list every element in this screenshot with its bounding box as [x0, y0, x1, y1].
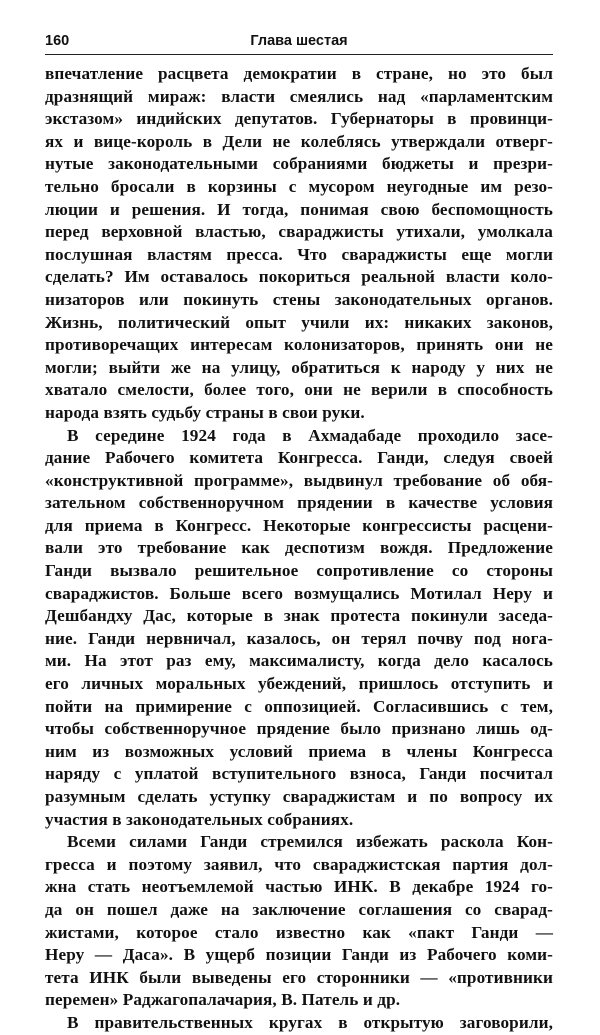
text-line: люции и решения. И тогда, понимая свою беспомощность — [45, 199, 553, 219]
text-line: хватало смелости, более того, они не верили в способность — [45, 380, 553, 400]
text-line: Неру — Даса». В ущерб позиции Ганди из Рабочего коми- — [45, 945, 553, 965]
text-line: В середине 1924 года в Ахмадабаде проходило засе- — [67, 425, 553, 445]
text-line: Дешбандху Дас, которые в знак протеста покинули заседа- — [45, 606, 553, 626]
text-line: ях и вице-король в Дели не колеблясь утверждали отверг- — [45, 131, 553, 151]
text-line: участия в законодательных собраниях. — [45, 809, 354, 829]
text-line: перед верховной властью, свараджисты утихали, умолкала — [45, 222, 553, 242]
text-line: впечатление расцвета демократии в стране, но это был — [45, 64, 553, 83]
paragraph — [45, 63, 553, 425]
text-line: тета ИНК были выведены его сторонники — «противники — [45, 967, 553, 987]
text-line: разумным сделать уступку свараджистам и по вопросу их — [45, 787, 553, 806]
running-head — [45, 30, 553, 55]
text-line: жна стать неотъемлемой частью ИНК. В декабре 1924 го- — [45, 877, 553, 897]
text-line: вали это требование как деспотизм вождя. Предложение — [45, 538, 553, 558]
text-line: послушная властям пресса. Что свараджисты еще могли — [45, 244, 553, 264]
text-line: ние. Ганди нервничал, казалось, он терял почву под нога- — [45, 628, 553, 648]
text-line: «конструктивной программе», выдвинул требование об обя- — [45, 470, 553, 490]
text-line: Всеми силами Ганди стремился избежать раскола Кон- — [67, 832, 553, 852]
text-line: ним из возможных условий приема в члены Конгресса — [45, 741, 553, 761]
text-line: перемен» Раджагопалачария, В. Патель и др. — [45, 990, 401, 1010]
text-line: народа взять судьбу страны в свои руки. — [45, 402, 365, 422]
text-line: дразнящий мираж: власти смеялись над «парламентским — [45, 86, 553, 106]
text-line: низаторов или покинуть стены законодательных органов. — [45, 289, 553, 309]
text-line: Жизнь, политический опыт учили их: никаких законов, — [45, 312, 553, 332]
text-line: тельно бросали в корзины с мусором неугодные им резо- — [45, 176, 553, 196]
text-line: Ганди вызвало решительное сопротивление со стороны — [45, 561, 553, 581]
text-line: сделать? Им оставалось покориться реальной власти коло- — [45, 267, 553, 287]
book-page — [45, 30, 553, 1035]
page-number: 160 — [45, 33, 70, 49]
paragraph — [45, 831, 553, 1012]
text-line: пойти на примирение с оппозицией. Согласившись с тем, — [45, 696, 553, 716]
text-line: В правительственных кругах в открытую заговорили, — [67, 1012, 553, 1032]
text-line: противоречащих интересам колонизаторов, принять они не — [45, 335, 553, 355]
text-line: гресса и поэтому заявил, что свараджистская партия дол- — [45, 854, 553, 874]
text-line: ми. На этот раз ему, максималисту, когда дело касалось — [45, 651, 553, 671]
text-line: да он пошел даже на заключение соглашения со сварад- — [45, 899, 553, 919]
text-line: чтобы собственноручное прядение было признано лишь од- — [45, 719, 553, 739]
text-line: нутые законодательными собраниями бюджеты и презри- — [45, 154, 553, 174]
text-line: для приема в Конгресс. Некоторые конгрессисты расцени- — [45, 515, 553, 535]
text-line: могли; выйти же на улицу, обратиться к народу у них не — [45, 357, 553, 377]
paragraph — [45, 1012, 553, 1035]
text-line: его личных моральных убеждений, пришлось отступить и — [45, 674, 553, 694]
text-line: свараджистов. Больше всего возмущались Мотилал Неру и — [45, 583, 553, 603]
chapter-title: Глава шестая — [250, 33, 348, 49]
paragraph — [45, 425, 553, 832]
text-line: зательном собственноручном прядении в качестве условия — [45, 493, 553, 513]
text-line: жистами, которое стало известно как «пакт Ганди — — [45, 922, 553, 942]
text-line: наряду с уплатой вступительного взноса, Ганди посчитал — [45, 764, 553, 784]
text-line: экстазом» индийских депутатов. Губернаторы в провинци- — [45, 109, 553, 129]
text-line: дание Рабочего комитета Конгресса. Ганди, следуя своей — [45, 448, 553, 468]
body-text — [45, 63, 553, 1035]
